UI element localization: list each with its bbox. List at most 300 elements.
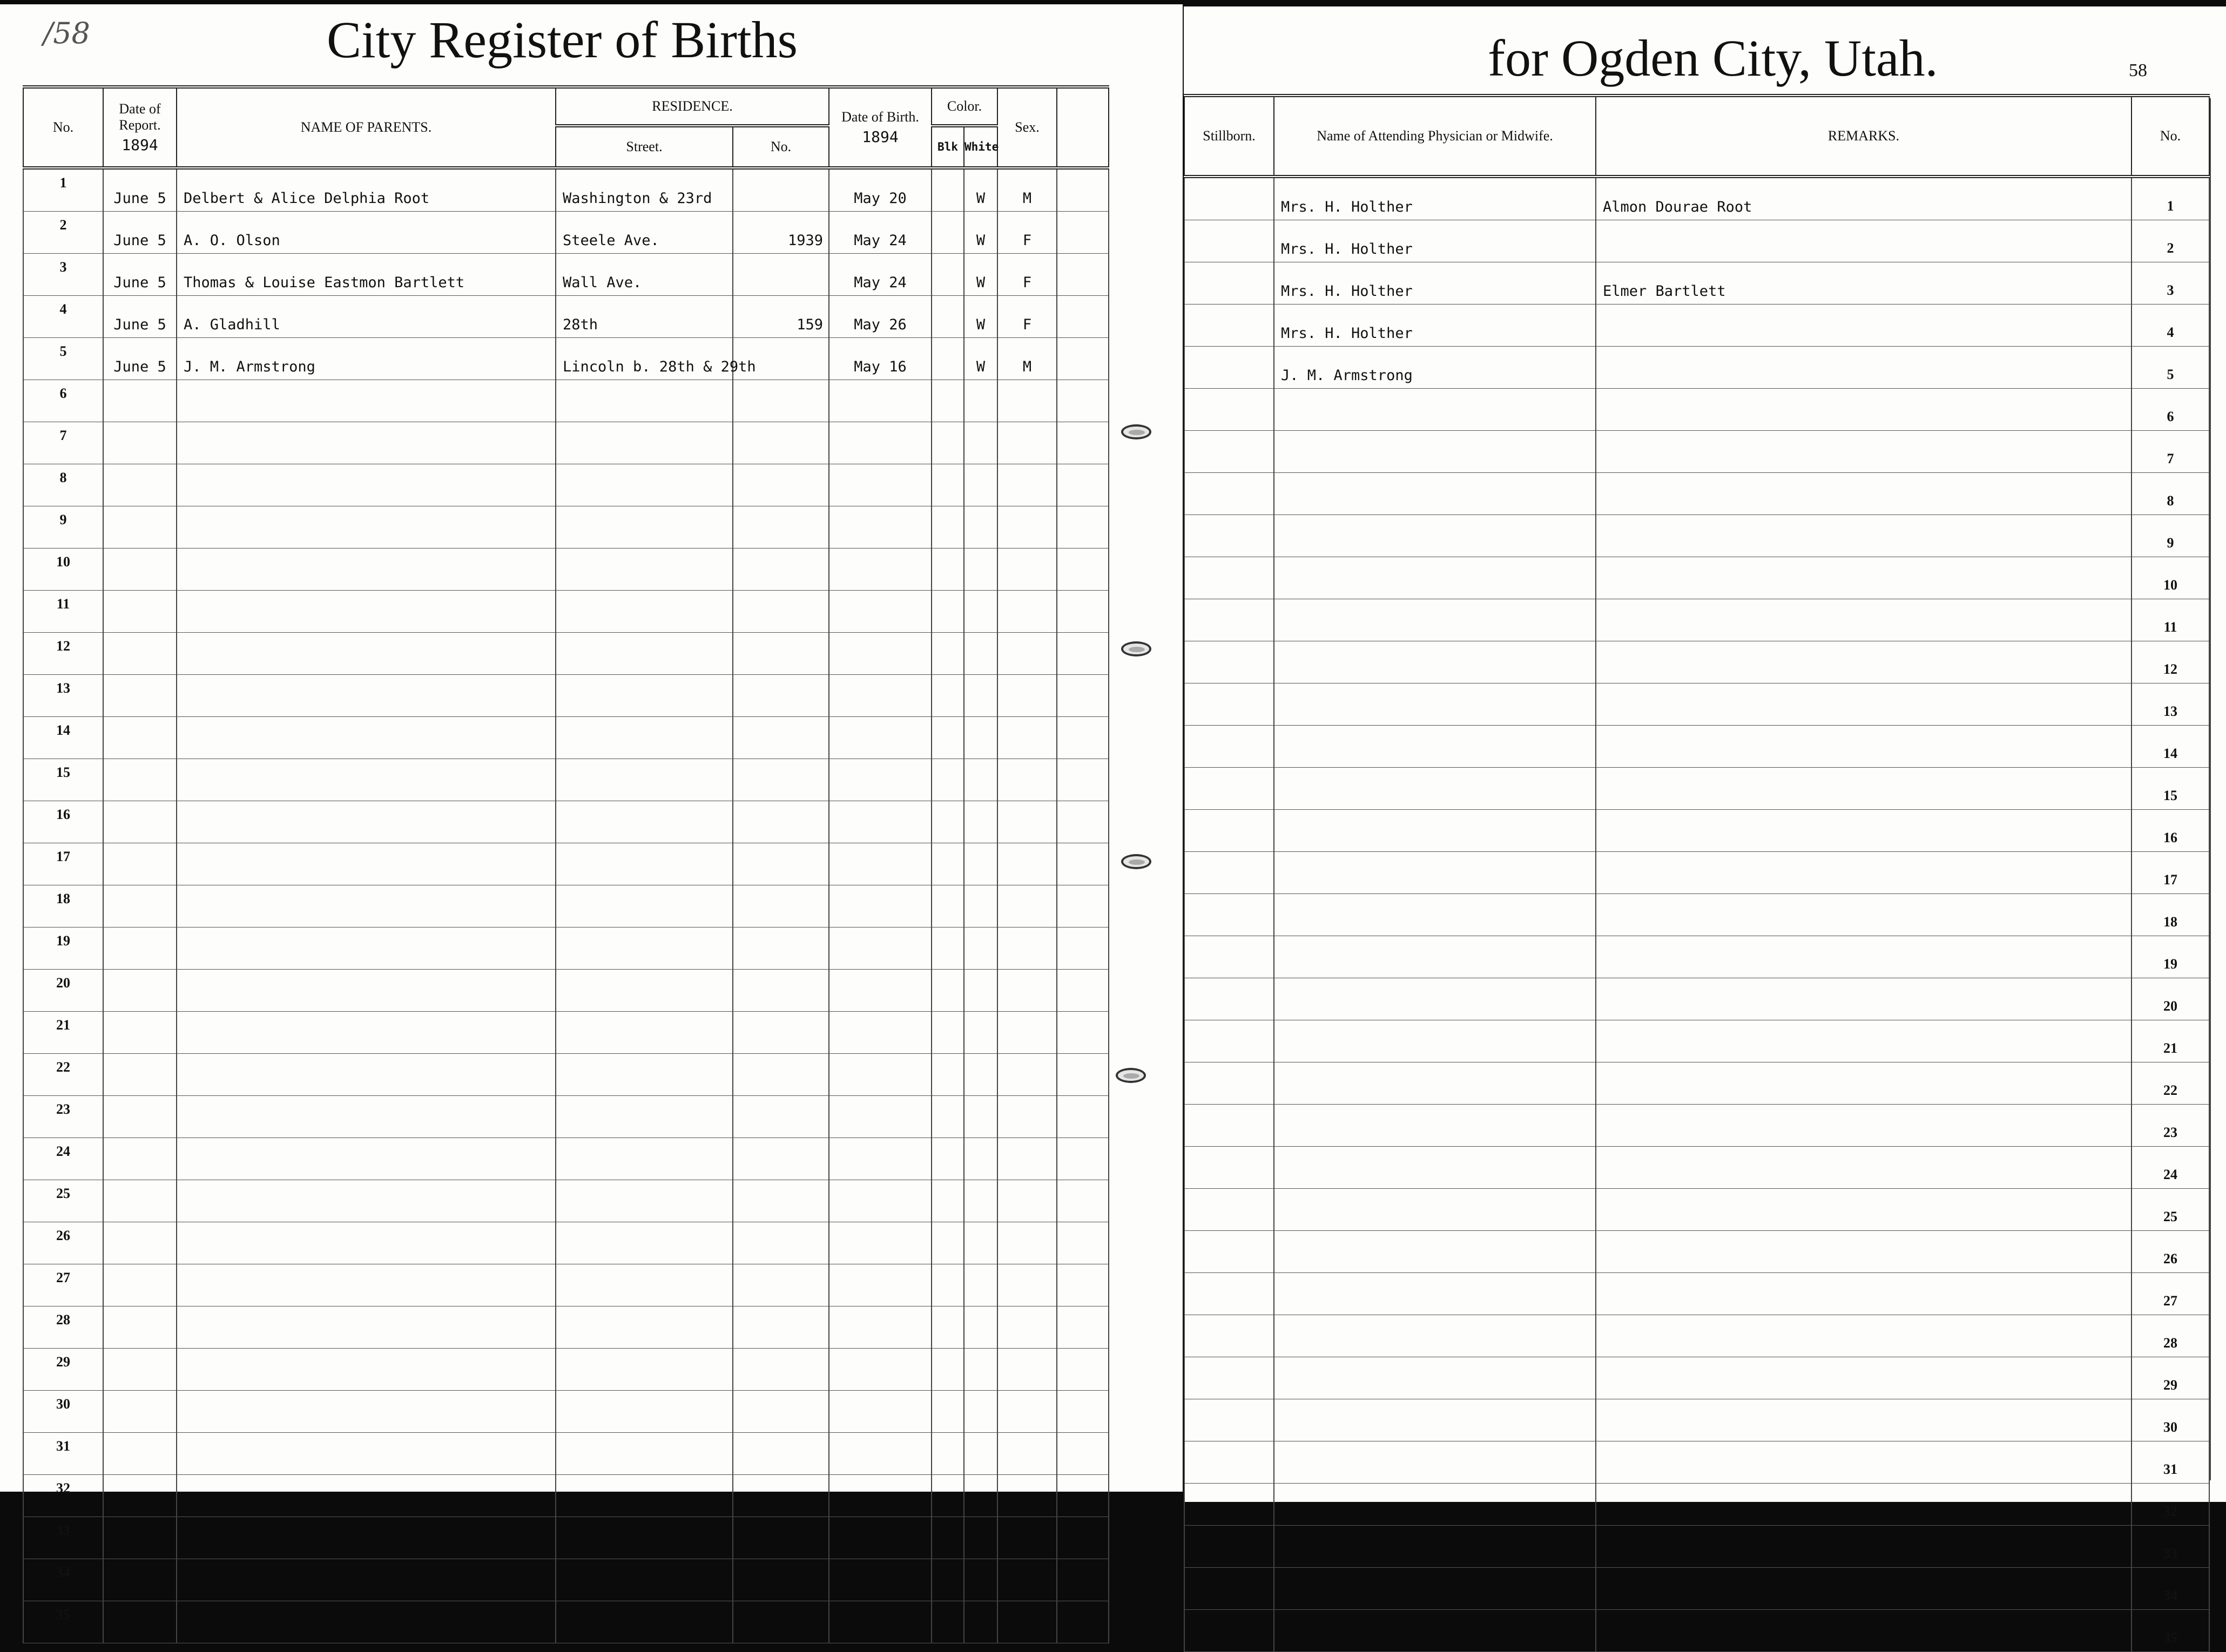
stillborn-cell xyxy=(1184,1610,1274,1652)
date-of-birth-cell: May 24 xyxy=(829,212,932,254)
date-of-report-cell xyxy=(103,1601,177,1643)
street-cell xyxy=(556,1349,733,1391)
row-number: 21 xyxy=(23,1012,103,1054)
blank-cell xyxy=(1057,927,1109,970)
table-row xyxy=(23,380,1109,422)
blank-cell xyxy=(1057,1264,1109,1306)
date-of-report-cell xyxy=(103,1433,177,1475)
stillborn-cell xyxy=(1184,1399,1274,1441)
blk-cell xyxy=(932,801,964,843)
row-number: 23 xyxy=(23,1096,103,1138)
table-row xyxy=(23,801,1109,843)
table-row xyxy=(23,296,1109,338)
report-year: 1894 xyxy=(122,136,158,154)
house-number-cell xyxy=(733,1096,829,1138)
date-of-birth-cell xyxy=(829,1306,932,1349)
table-row xyxy=(23,759,1109,801)
sex-cell xyxy=(997,1180,1057,1222)
parents-cell xyxy=(177,1349,556,1391)
blank-cell xyxy=(1057,801,1109,843)
remarks-cell xyxy=(1596,599,2131,641)
date-of-report-cell: June 5 xyxy=(103,168,177,212)
house-number-cell xyxy=(733,422,829,464)
parents-cell xyxy=(177,885,556,927)
date-of-birth-cell xyxy=(829,1054,932,1096)
blk-cell xyxy=(932,1012,964,1054)
physician-cell xyxy=(1274,1399,1596,1441)
parents-cell xyxy=(177,1601,556,1643)
stillborn-cell xyxy=(1184,557,1274,599)
physician-cell xyxy=(1274,683,1596,726)
blk-cell xyxy=(932,549,964,591)
house-number-cell xyxy=(733,1601,829,1643)
street-cell xyxy=(556,927,733,970)
white-cell xyxy=(964,1306,997,1349)
physician-cell xyxy=(1274,389,1596,431)
stillborn-cell xyxy=(1184,431,1274,473)
white-cell xyxy=(964,380,997,422)
date-of-report-cell xyxy=(103,1306,177,1349)
physician-cell xyxy=(1274,1315,1596,1357)
row-number: 8 xyxy=(23,464,103,506)
remarks-cell xyxy=(1596,473,2131,515)
sex-cell xyxy=(997,506,1057,549)
page-stack-edge xyxy=(2210,98,2226,1480)
sex-cell: F xyxy=(997,296,1057,338)
remarks-cell xyxy=(1596,347,2131,389)
col-header-physician: Name of Attending Physician or Midwife. xyxy=(1274,96,1596,177)
left-register-page xyxy=(0,4,1183,1622)
blk-cell xyxy=(932,1306,964,1349)
white-cell: W xyxy=(964,212,997,254)
white-cell xyxy=(964,1601,997,1643)
remarks-cell xyxy=(1596,1105,2131,1147)
physician-cell xyxy=(1274,1020,1596,1062)
row-number: 1 xyxy=(23,168,103,212)
row-number: 13 xyxy=(2131,683,2209,726)
street-cell xyxy=(556,1222,733,1264)
physician-cell xyxy=(1274,1231,1596,1273)
physician-cell xyxy=(1274,1526,1596,1568)
row-number: 35 xyxy=(23,1601,103,1643)
physician-cell xyxy=(1274,852,1596,894)
col-header-date-of-report xyxy=(103,87,177,168)
date-of-report-cell xyxy=(103,801,177,843)
table-row xyxy=(23,1559,1109,1601)
date-of-birth-cell xyxy=(829,1475,932,1517)
date-of-report-cell xyxy=(103,506,177,549)
row-number: 29 xyxy=(23,1349,103,1391)
sex-cell: M xyxy=(997,338,1057,380)
house-number-cell xyxy=(733,380,829,422)
white-cell: W xyxy=(964,338,997,380)
street-cell xyxy=(556,1012,733,1054)
table-row xyxy=(1184,1357,2209,1399)
row-number: 26 xyxy=(2131,1231,2209,1273)
row-number: 5 xyxy=(23,338,103,380)
street-cell: Lincoln b. 28th & 29th xyxy=(556,338,733,380)
row-number: 7 xyxy=(2131,431,2209,473)
white-cell xyxy=(964,464,997,506)
remarks-cell xyxy=(1596,1147,2131,1189)
blank-cell xyxy=(1057,759,1109,801)
table-row xyxy=(1184,1399,2209,1441)
blank-cell xyxy=(1057,1433,1109,1475)
row-number: 13 xyxy=(23,675,103,717)
date-of-report-cell xyxy=(103,1012,177,1054)
blk-cell xyxy=(932,843,964,885)
street-cell: Wall Ave. xyxy=(556,254,733,296)
date-of-report-cell xyxy=(103,1054,177,1096)
date-of-report-cell xyxy=(103,885,177,927)
date-of-report-cell xyxy=(103,1391,177,1433)
table-row xyxy=(1184,1189,2209,1231)
remarks-cell xyxy=(1596,1231,2131,1273)
date-of-report-cell xyxy=(103,591,177,633)
remarks-cell xyxy=(1596,1315,2131,1357)
table-row xyxy=(23,254,1109,296)
physician-cell xyxy=(1274,1568,1596,1610)
house-number-cell xyxy=(733,1138,829,1180)
stillborn-cell xyxy=(1184,1062,1274,1105)
blk-cell xyxy=(932,1349,964,1391)
table-row xyxy=(23,717,1109,759)
blank-cell xyxy=(1057,675,1109,717)
table-row xyxy=(23,1054,1109,1096)
street-cell xyxy=(556,675,733,717)
stillborn-cell xyxy=(1184,1231,1274,1273)
date-of-birth-cell xyxy=(829,1349,932,1391)
sex-cell xyxy=(997,1054,1057,1096)
parents-cell xyxy=(177,843,556,885)
row-number: 11 xyxy=(2131,599,2209,641)
remarks-cell: Elmer Bartlett xyxy=(1596,262,2131,304)
house-number-cell xyxy=(733,1433,829,1475)
blk-cell xyxy=(932,1517,964,1559)
house-number-cell xyxy=(733,506,829,549)
parents-cell xyxy=(177,1222,556,1264)
binder-hole xyxy=(1121,424,1151,439)
date-of-report-cell xyxy=(103,1096,177,1138)
sex-cell xyxy=(997,1306,1057,1349)
white-cell xyxy=(964,1349,997,1391)
blk-cell xyxy=(932,591,964,633)
date-of-report-cell xyxy=(103,717,177,759)
blk-cell xyxy=(932,168,964,212)
table-row xyxy=(23,1096,1109,1138)
date-of-report-cell xyxy=(103,1222,177,1264)
date-of-birth-cell xyxy=(829,1012,932,1054)
col-header-blk: Blk xyxy=(932,126,964,168)
white-cell xyxy=(964,1012,997,1054)
blank-cell xyxy=(1057,885,1109,927)
row-number: 3 xyxy=(2131,262,2209,304)
table-row xyxy=(1184,220,2209,262)
date-of-report-cell xyxy=(103,970,177,1012)
parents-cell xyxy=(177,380,556,422)
blank-cell xyxy=(1057,970,1109,1012)
table-row xyxy=(23,591,1109,633)
white-cell xyxy=(964,675,997,717)
date-of-birth-cell xyxy=(829,633,932,675)
row-number: 33 xyxy=(23,1517,103,1559)
remarks-cell xyxy=(1596,768,2131,810)
white-cell xyxy=(964,1096,997,1138)
house-number-cell xyxy=(733,1517,829,1559)
blank-cell xyxy=(1057,1517,1109,1559)
table-row xyxy=(1184,431,2209,473)
sex-cell xyxy=(997,549,1057,591)
date-of-birth-cell xyxy=(829,380,932,422)
date-of-birth-cell xyxy=(829,1559,932,1601)
table-row xyxy=(1184,852,2209,894)
remarks-cell: Almon Dourae Root xyxy=(1596,177,2131,220)
blk-cell xyxy=(932,506,964,549)
street-cell xyxy=(556,801,733,843)
stillborn-cell xyxy=(1184,810,1274,852)
white-cell xyxy=(964,1559,997,1601)
row-number: 8 xyxy=(2131,473,2209,515)
date-of-report-cell xyxy=(103,1559,177,1601)
sex-cell xyxy=(997,1349,1057,1391)
row-number: 31 xyxy=(2131,1441,2209,1484)
physician-cell: J. M. Armstrong xyxy=(1274,347,1596,389)
remarks-cell xyxy=(1596,1568,2131,1610)
white-cell xyxy=(964,422,997,464)
street-cell xyxy=(556,464,733,506)
sex-cell xyxy=(997,717,1057,759)
sex-cell xyxy=(997,1601,1057,1643)
date-of-birth-cell xyxy=(829,1138,932,1180)
date-of-birth-cell xyxy=(829,1433,932,1475)
house-number-cell xyxy=(733,1054,829,1096)
white-cell xyxy=(964,1475,997,1517)
parents-cell xyxy=(177,1012,556,1054)
street-cell xyxy=(556,1264,733,1306)
house-number-cell xyxy=(733,464,829,506)
house-number-cell xyxy=(733,927,829,970)
street-cell xyxy=(556,1306,733,1349)
table-row xyxy=(1184,262,2209,304)
sex-cell xyxy=(997,1433,1057,1475)
table-row xyxy=(23,1601,1109,1643)
right-register-page xyxy=(1184,6,2226,1646)
page-title: City Register of Births xyxy=(327,11,798,69)
table-row xyxy=(23,970,1109,1012)
date-of-report-cell xyxy=(103,422,177,464)
parents-cell xyxy=(177,1517,556,1559)
row-number: 4 xyxy=(23,296,103,338)
remarks-cell xyxy=(1596,936,2131,978)
date-of-report-cell xyxy=(103,843,177,885)
date-of-birth-cell: May 24 xyxy=(829,254,932,296)
row-number: 17 xyxy=(23,843,103,885)
white-cell xyxy=(964,717,997,759)
birth-year: 1894 xyxy=(862,127,899,146)
parents-cell xyxy=(177,1433,556,1475)
street-cell xyxy=(556,843,733,885)
date-of-report-cell xyxy=(103,1517,177,1559)
blk-cell xyxy=(932,212,964,254)
sex-cell: F xyxy=(997,212,1057,254)
date-of-birth-cell xyxy=(829,591,932,633)
blank-cell xyxy=(1057,1138,1109,1180)
date-of-birth-cell: May 20 xyxy=(829,168,932,212)
remarks-cell xyxy=(1596,726,2131,768)
physician-cell: Mrs. H. Holther xyxy=(1274,177,1596,220)
blank-cell xyxy=(1057,1559,1109,1601)
blank-cell xyxy=(1057,422,1109,464)
street-cell xyxy=(556,1559,733,1601)
row-number: 32 xyxy=(2131,1484,2209,1526)
physician-cell xyxy=(1274,726,1596,768)
physician-cell xyxy=(1274,431,1596,473)
street-cell: Washington & 23rd xyxy=(556,168,733,212)
blank-cell xyxy=(1057,1012,1109,1054)
blank-cell xyxy=(1057,1349,1109,1391)
date-of-birth-cell xyxy=(829,801,932,843)
remarks-cell xyxy=(1596,978,2131,1020)
date-of-report-cell xyxy=(103,380,177,422)
table-row xyxy=(23,1433,1109,1475)
parents-cell xyxy=(177,591,556,633)
table-row xyxy=(23,1517,1109,1559)
white-cell xyxy=(964,1264,997,1306)
stillborn-cell xyxy=(1184,599,1274,641)
remarks-cell xyxy=(1596,557,2131,599)
street-cell xyxy=(556,633,733,675)
row-number: 22 xyxy=(2131,1062,2209,1105)
row-number: 18 xyxy=(2131,894,2209,936)
white-cell xyxy=(964,1433,997,1475)
date-of-birth-cell xyxy=(829,1264,932,1306)
house-number-cell xyxy=(733,675,829,717)
stillborn-cell xyxy=(1184,1568,1274,1610)
blank-cell xyxy=(1057,338,1109,380)
page-title-continued: for Ogden City, Utah. xyxy=(1488,29,1938,87)
blk-cell xyxy=(932,970,964,1012)
remarks-cell xyxy=(1596,1020,2131,1062)
date-of-birth-cell xyxy=(829,970,932,1012)
date-of-birth-cell xyxy=(829,759,932,801)
house-number-cell xyxy=(733,591,829,633)
row-number: 6 xyxy=(23,380,103,422)
parents-cell xyxy=(177,464,556,506)
blk-cell xyxy=(932,1475,964,1517)
remarks-cell xyxy=(1596,1610,2131,1652)
blk-cell xyxy=(932,1138,964,1180)
street-cell xyxy=(556,759,733,801)
row-number: 28 xyxy=(2131,1315,2209,1357)
house-number-cell xyxy=(733,168,829,212)
date-of-report-cell xyxy=(103,1349,177,1391)
street-cell xyxy=(556,1475,733,1517)
row-number: 15 xyxy=(2131,768,2209,810)
parents-cell xyxy=(177,549,556,591)
sex-cell xyxy=(997,464,1057,506)
remarks-cell xyxy=(1596,683,2131,726)
stillborn-cell xyxy=(1184,1357,1274,1399)
births-register-rows xyxy=(23,168,1109,1643)
col-header-no-right: No. xyxy=(2131,96,2209,177)
row-number: 2 xyxy=(23,212,103,254)
row-number: 18 xyxy=(23,885,103,927)
white-cell xyxy=(964,549,997,591)
stillborn-cell xyxy=(1184,220,1274,262)
col-header-residence: RESIDENCE. xyxy=(556,87,829,126)
white-cell xyxy=(964,1391,997,1433)
physician-cell xyxy=(1274,1357,1596,1399)
parents-cell xyxy=(177,1475,556,1517)
date-of-birth-cell xyxy=(829,675,932,717)
table-row xyxy=(23,338,1109,380)
table-row xyxy=(23,843,1109,885)
blk-cell xyxy=(932,759,964,801)
street-cell xyxy=(556,1054,733,1096)
sex-cell xyxy=(997,801,1057,843)
physician-cell xyxy=(1274,557,1596,599)
remarks-cell xyxy=(1596,1189,2131,1231)
stillborn-cell xyxy=(1184,683,1274,726)
table-row xyxy=(23,1138,1109,1180)
stillborn-cell xyxy=(1184,389,1274,431)
physician-cell xyxy=(1274,1441,1596,1484)
house-number-cell xyxy=(733,1264,829,1306)
stillborn-cell xyxy=(1184,1273,1274,1315)
binder-hole xyxy=(1121,641,1151,656)
sex-cell xyxy=(997,759,1057,801)
parents-cell: A. O. Olson xyxy=(177,212,556,254)
blank-cell xyxy=(1057,506,1109,549)
table-row xyxy=(1184,1315,2209,1357)
parents-cell: Thomas & Louise Eastmon Bartlett xyxy=(177,254,556,296)
blk-cell xyxy=(932,927,964,970)
table-row xyxy=(1184,1273,2209,1315)
street-cell: Steele Ave. xyxy=(556,212,733,254)
row-number: 12 xyxy=(23,633,103,675)
stillborn-cell xyxy=(1184,1484,1274,1526)
stillborn-cell xyxy=(1184,852,1274,894)
blank-cell xyxy=(1057,380,1109,422)
row-number: 34 xyxy=(23,1559,103,1601)
date-of-birth-cell xyxy=(829,1222,932,1264)
row-number: 32 xyxy=(23,1475,103,1517)
row-number: 7 xyxy=(23,422,103,464)
table-row xyxy=(23,549,1109,591)
street-cell xyxy=(556,506,733,549)
date-of-report-cell xyxy=(103,927,177,970)
row-number: 19 xyxy=(23,927,103,970)
col-header-stillborn: Stillborn. xyxy=(1184,96,1274,177)
table-row xyxy=(1184,768,2209,810)
white-cell xyxy=(964,970,997,1012)
physician-cell: Mrs. H. Holther xyxy=(1274,262,1596,304)
house-number-cell xyxy=(733,1391,829,1433)
stillborn-cell xyxy=(1184,177,1274,220)
house-number-cell xyxy=(733,549,829,591)
sex-cell xyxy=(997,1475,1057,1517)
parents-cell: Delbert & Alice Delphia Root xyxy=(177,168,556,212)
physician-cell xyxy=(1274,599,1596,641)
parents-cell xyxy=(177,1138,556,1180)
table-row xyxy=(23,422,1109,464)
table-row xyxy=(23,1391,1109,1433)
stillborn-cell xyxy=(1184,1020,1274,1062)
sex-cell xyxy=(997,380,1057,422)
blk-cell xyxy=(932,296,964,338)
table-row xyxy=(1184,810,2209,852)
date-of-birth-cell xyxy=(829,717,932,759)
